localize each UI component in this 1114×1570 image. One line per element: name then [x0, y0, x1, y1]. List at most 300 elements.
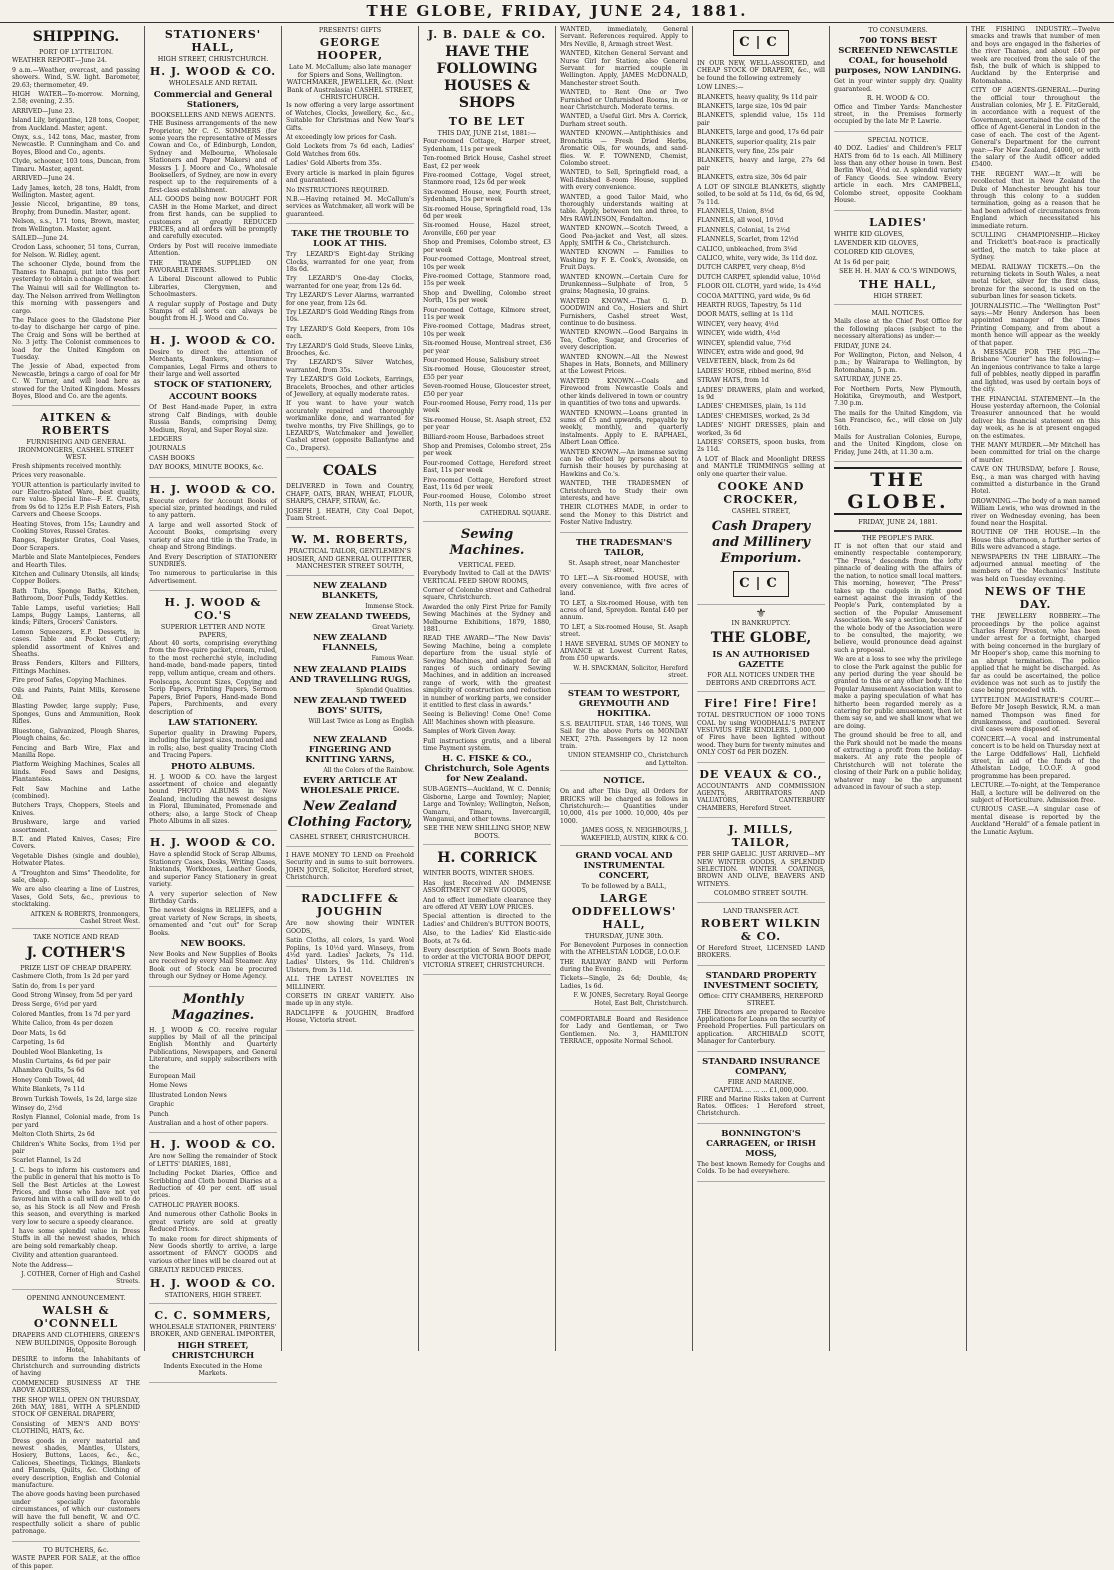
- railway: THE RAILWAY BAND will Perform during the Evening.: [560, 958, 688, 973]
- news-text: [971, 613, 1100, 836]
- stationers-block: [149, 28, 277, 329]
- photo-text: H. J. WOOD & CO. have the largest assortment of choice and elegantly bound PHOTO ALBUMS in New Zealand, including the newest designs in Floral, Illuminated, Promenade and others; also, a large Stock of Cheap Photo Albums in all sizes.: [149, 773, 277, 826]
- boots-text: SEE THE NEW SHILLING SHOP, NEW BOOTS.: [423, 824, 551, 840]
- list-item: Brass Fenders, Kilters and Fillters, Fittings Machines.: [12, 660, 140, 675]
- hjwood3-block: [149, 483, 277, 591]
- list-item: Lady James, ketch, 28 tons, Haldt, from Wellington. Master, agent.: [12, 184, 140, 199]
- list-item: CITY OF AGENTS-GENERAL.—During the official tour throughout the Australian colonies, Mr J. E. FitzGerald, in accordance with a request of the Government, ascertained the cost of the office of Agent-General in London in the case of each. The cost of the Agent-General's Department for the current year:—For New Zealand, £4000, or with the salary of the Audit officer added £5400.: [971, 87, 1100, 169]
- list-item: Civility and attention guaranteed.: [12, 1252, 119, 1260]
- list-item: CATHOLIC PRAYER BOOKS.: [149, 1201, 240, 1209]
- list-item: TO LET, a Six-roomed House, St. Asaph street.: [560, 623, 688, 639]
- list-item: COMMENCED BUSINESS AT THE ABOVE ADDRESS,: [12, 1379, 140, 1395]
- union: UNION STEAMSHIP CO., Christchurch and Lyttelton.: [567, 752, 688, 767]
- fiske-text: SUB-AGENTS—Auckland, W. C. Dennis; Gisborne, Large and Townley; Napier, Large and Townley; Wellington, Nelson, Oamaru, Timaru, Invercargill, Wanganui, and other towns.: [423, 786, 551, 824]
- list-item: HEARTH RUGS, Tapestry, 5s 11d: [697, 301, 802, 309]
- hjwood-title: H. J. WOOD & CO.: [149, 65, 277, 79]
- radcliffe-ad: [286, 892, 414, 1030]
- list-item: LECTURE.—To-night, at the Temperance Hall, a lecture will be delivered on the subject of Horticulture. Admission free.: [971, 782, 1100, 804]
- sommers-addr: HIGH STREET, CHRISTCHURCH: [171, 1340, 255, 1361]
- list-item: And numerous other Catholic Books in great variety are sold at greatly Reduced Prices.: [149, 1211, 277, 1234]
- globe-gazette: [697, 605, 825, 693]
- list-item: Crodon Lass, schooner, 51 tons, Curran, for Nelson. W. Ridley, agent.: [12, 244, 140, 259]
- list-item: Onyx, s.s., 142 tons, Mac, master, from Newcastle. P. Cunningham and Co. and Boyes, Blood and Co., agents.: [12, 134, 140, 156]
- price-row: Cashmere Cloth, from 1s 2d per yard: [12, 973, 129, 981]
- list-item: LADIES' CHEMISES, plain, 1s 11d: [697, 403, 806, 411]
- list-item: The Jessie of Abad, expected from Newcastle, brings a cargo of coal for Mr C. W. Turner, and will lead here as stowed for the United Kingdom. Messrs Boyes, Blood and Co. are the agents.: [12, 363, 140, 401]
- wanted-block: [560, 26, 688, 533]
- column-4: [419, 26, 556, 1351]
- bonnington-title: BONNINGTON'S CARRAGEEN, or IRISH MOSS,: [706, 1128, 816, 1159]
- cother-notice: TAKE NOTICE AND READ: [33, 933, 119, 942]
- money-text: I HAVE MONEY TO LEND on Freehold Security and in sums to suit borrowers. JOHN JOYCE, Solicitor, Hereford street, Christchurch.: [286, 851, 414, 881]
- list-item: THE FINANCIAL STATEMENT.—In the House yesterday afternoon, the Colonial Treasurer announced that he would deliver his financial statement on this day week, as he is at present engaged on the estimates.: [971, 395, 1100, 440]
- coal-text2: Get in your winter supply dry. Quality guaranteed.: [834, 78, 962, 93]
- product-note: Will Last Twice as Long as English Goods.: [308, 718, 414, 733]
- list-item: N.B.—Having retained M. McCallum's services as Watchmaker, all work will be guaranteed.: [286, 195, 414, 218]
- felt-ad: [834, 137, 962, 211]
- list-item: Prices very reasonable.: [12, 472, 86, 480]
- list-item: We are at a loss to see why the privilege to close the Park against the public for any period during the year should be granted to this or any other body. If the Popular Amusement Association want to make a paying speculation of what has hitherto been regarded merely as a catering for public amusement, then let them say so, and we shall know what we are doing.: [834, 656, 962, 730]
- list-item: WANTED KNOWN.—Antiphthisics and Bronchitis — Fresh Dried Herbs, Aromatic Oils, for wounds, and sand-flies. W. F. TOWNEND, Chemist, Colombo street.: [560, 130, 688, 167]
- list-item: Try LEZARD'S Silver Watches, warranted, from 35s.: [286, 359, 414, 374]
- woodcock-text: Office and Timber Yards: Manchester street, in the Premises formerly occupied by the late Mr P. Lawrie.: [834, 103, 962, 126]
- port-title: PORT OF LYTTELTON.: [38, 48, 114, 56]
- every-article: EVERY ARTICLE AT WHOLESALE PRICE.: [300, 776, 400, 797]
- list-item: Note the Address—: [12, 1261, 73, 1269]
- aitken-text: [12, 463, 140, 909]
- list-item: READ THE AWARD—"The New Davis' Sewing Machine, being a complete departure from the usual style of Sewing Machines, and adapted for all ranges of such ordinary Sewing Machines, and in addition an increased range of work, with the greatest simplicity of construction and reduction in number of working parts, we consider it entitled to first class in awards.": [423, 635, 551, 709]
- list-item: For Wellington, Picton, and Nelson, 4 p.m.; by Wairarapa to Wellington, by Rotomahana, 5 p.m.: [834, 351, 962, 374]
- list-item: WANTED KNOWN.—Certain Cure for Drunkenness—Sulphate of Iron, 5 grains; Magnesia, 10 grains.: [560, 273, 688, 296]
- notice-block: [560, 776, 688, 846]
- list-item: Ranges, Register Grates, Coal Vases, Door Scrapers.: [12, 537, 140, 552]
- coal-text: 700 TONS BEST SCREENED NEWCASTLE COAL, for household purposes, NOW LANDING.: [834, 36, 962, 77]
- hjwood4-sub: SUPERIOR LETTER AND NOTE PAPERS,: [160, 623, 266, 639]
- hjwood4-block: [149, 596, 277, 831]
- list-item: Try LEZARD'S Gold Studs, Sleeve Links, Brooches, &c.: [286, 342, 414, 357]
- hooper-sub: Late M. McCallum; also late manager for Spiers and Sons, Wellington. WATCHMAKER, JEWELLER, &c. (Next Bank of Australasia) CASHEL STREET, CHRISTCHURCH.: [286, 63, 414, 102]
- list-item: Table Lamps, useful varieties; Hall Lamps, Buggy Lamps, Lanterns, all kinds; Filters, Grocers' Canisters.: [12, 604, 140, 627]
- mills-block: [697, 823, 825, 902]
- hjwood3-text: [149, 498, 277, 585]
- list-item: Four-roomed Cottage, Montreal street, 10s per week: [423, 256, 551, 271]
- notice-sign: JAMES GOSS, N. NEIGHBOURS, J. WAKEFIELD, AUSTIN, KIRK & CO.: [581, 827, 688, 842]
- sewing-sub: VERTICAL FEED.: [458, 560, 516, 569]
- price-row: Colored Mantles, from 1s 7d per yard: [12, 1010, 131, 1018]
- list-item: Has just Received AN IMMENSE ASSORTMENT OF NEW GOODS,: [423, 879, 551, 895]
- comfortable: COMFORTABLE Board and Residence for Lady and Gentleman, or Two Gentlemen. No. 3, HAMILTON TERRACE, opposite Normal School.: [560, 1016, 688, 1046]
- list-item: LADIES' CORSETS, spoon busks, from 2s 11d.: [697, 439, 825, 454]
- list-item: WANTED KNOWN.—Good Bargains in Tea, Coffee, Sugar, and Groceries of every description.: [560, 329, 688, 352]
- list-item: COLORED KID GLOVES,: [834, 248, 915, 257]
- monthly-block: [149, 992, 277, 1134]
- fire-text: TOTAL DESTRUCTION OF 1000 TONS COAL by using WOODHALL'S PATENT VESUVIUS FIRE KINDLERS. 1,000,000 of Fires have been lighted without wood. They burn for twenty minutes and ONLY COST 6d PER DOZEN.: [697, 712, 825, 757]
- aitken-sub: FURNISHING AND GENERAL IRONMONGERS, CASHEL STREET WEST.: [18, 438, 134, 462]
- dale-big: HAVE THE FOLLOWING HOUSES & SHOPS: [436, 44, 538, 111]
- list-item: Marble and Slate Mantelpieces, Fenders and Hearth Tiles.: [12, 554, 140, 569]
- product-line: NEW ZEALAND TWEEDS,: [289, 611, 411, 622]
- list-item: Oils and Paints, Paint Mills, Kerosene Oil.: [12, 686, 140, 702]
- special-lot: A LOT OF SINGLE BLANKETS, slightly soiled, to be sold at 5s 11d, 6s 6d, 6s 9d, 7s 11d.: [697, 183, 825, 206]
- list-item: LYTTELTON MAGISTRATE'S COURT.—Before Mr Joseph Beswick, R.M. a man named Thompson was fined for drunkenness, and cautioned. Several civil cases were disposed of.: [971, 696, 1100, 734]
- list-item: Island Lily, brigantine, 128 tons, Cooper, from Auckland. Master, agent.: [12, 117, 140, 132]
- list-item: STRAW HATS, from 1d: [697, 377, 769, 385]
- cother-items: [12, 973, 140, 1165]
- list-item: WINCEY, extra wide and good, 9d: [697, 349, 804, 356]
- list-item: WANTED KNOWN.—Coals and Firewood from Newcastle Coals and other kinds delivered in town or country in quantities of two tons and upwards.: [560, 377, 688, 408]
- list-item: WANTED KNOWN.—Loans granted in sums of £5 and upwards, repayable by weekly, monthly, and quarterly instalments. Apply to E. RAPHAEL, Albert Loan Office.: [560, 409, 688, 447]
- list-item: Clyde, schooner, 103 tons, Duncan, from Timaru. Master, agent.: [12, 158, 140, 173]
- hjwood5-text: [149, 851, 277, 936]
- sommers-block: [149, 1309, 277, 1383]
- list-item: WANTED KNOWN.—All the Newest Shapes in Hats, Bonnets, and Millinery at the Lowest Prices.: [560, 353, 688, 376]
- tailor-cap: THE TRADESMAN'S TAILOR,: [575, 537, 673, 558]
- sommers-text: Indents Executed in the Home Markets.: [163, 1361, 263, 1378]
- list-item: Four-roomed Cottage, Hereford street East, 11s per week: [423, 459, 551, 475]
- list-item: WANTED KNOWN.—Scotch Tweed, a Good Pea-jacket and Vest, all sizes. Apply, SMITH & Co., Christchurch.: [560, 225, 688, 247]
- hjwood4-title: H. J. WOOD & CO.'S: [164, 596, 262, 623]
- high-street: HIGH STREET.: [873, 291, 923, 300]
- list-item: MEDAL RAILWAY TICKETS.—On the returning tickets in South Wales, a neat metal ticket, silver for the first class, bronze for the second, is used on the suburban lines for season tickets.: [971, 263, 1100, 301]
- gloves-ad: [834, 216, 962, 305]
- list-item: A MESSAGE FOR THE PIG.—The Brisbane "Courier" has the following:—An ingenious contrivance to take a large full of pebbles, neatly dipped in paraffin and lighted, was used by certain boys of the city.: [971, 349, 1100, 394]
- product-note: Immense Stock.: [365, 602, 414, 610]
- list-item: Try LEZARD'S Gold Keepers, from 10s each.: [286, 325, 414, 341]
- column-2: [145, 26, 282, 1378]
- price-row: White Calico, from 4s per dozen: [12, 1020, 113, 1028]
- fire-block: [697, 697, 825, 762]
- waste-paper: WASTE PAPER FOR SALE, at the office of this paper.: [12, 1555, 140, 1570]
- list-item: To make room for direct shipments of New Goods shortly to arrive, a large assortment of FANCY GOODS and various other lines will be cleared out at: [149, 1235, 277, 1265]
- list-item: Mails close at the Chief Post Office for the following places (subject to the necessary alterations) as under:—: [834, 318, 962, 341]
- nzcf-title: New Zealand Clothing Factory,: [287, 799, 413, 831]
- cooke-title: COOKE AND CROCKER,: [717, 480, 805, 507]
- list-item: Nelson, s.s., 171 tons, Brown, master, from Wellington. Master, agent.: [12, 218, 140, 233]
- list-item: The mails for the United Kingdom, via San Francisco, &c., will close on July 16th.: [834, 409, 962, 432]
- opening-title: OPENING ANNOUNCEMENT.: [26, 1293, 126, 1302]
- column-7: [830, 26, 967, 1351]
- drapery-block: [697, 60, 825, 605]
- radcliffe-title: RADCLIFFE & JOUGHIN: [301, 892, 399, 919]
- list-item: DESIRE to inform the Inhabitants of Christchurch and surrounding districts of having: [12, 1355, 140, 1378]
- list-item: Too numerous to particularise in this Advertisement.: [149, 570, 277, 585]
- hjwood5-title: H. J. WOOD & CO.: [149, 836, 277, 850]
- newbooks-text: New Books and New Supplies of Books are received by every Mail Steamer. Any Book out of Stock can be procured through our Sydney or Home Agency.: [149, 950, 277, 981]
- price-row: Carpeting, 1s 6d: [12, 1039, 65, 1047]
- coal-ad: [834, 27, 962, 132]
- list-item: CURIOUS CASE.—A singular case of mental disease is reported by the Auckland "Herald" of a female patient in the Lunatic Asylum.: [971, 806, 1100, 836]
- list-item: THE REGENT WAY.—It will be recollected that in New Zealand the Duke of Manchester brought his tour through this colony to a sudden termination, going as a reason that he had been advised of circumstances from England which necessitated his immediate return.: [971, 170, 1100, 230]
- list-item: THEIR CLOTHES MADE, in order to send the Money to this District and Foster Native Industry.: [560, 504, 688, 527]
- list-item: CAVE ON THURSDAY, before J. Rouse, Esq., a man was charged with having committed a disturbance in the Grand Hotel.: [971, 466, 1100, 496]
- product-note: Famous Wear.: [371, 655, 414, 663]
- product-note: All the Colors of the Rainbow.: [323, 766, 414, 774]
- stationers-title: STATIONERS' HALL,: [164, 28, 262, 54]
- list-item: FLANNELS, all wool, 10½d: [697, 217, 784, 225]
- list-item: BLANKETS, heavy quality, 9s 11d pair: [697, 93, 818, 101]
- list-item: THE Business arrangements of the new Proprietor, Mr C. C. SOMMERS (for some years the representative of Messrs Cowan and Co., of Edinburgh, London, Sydney and Melbourne, Wholesale Stationers and Paper Makers) and of Messrs J. J. Moore and Co., Wholesale Booksellers, of Sydney, are now in every respect up to the requirements of a first-class establishment.: [149, 120, 277, 194]
- list-item: Punch: [149, 1110, 169, 1118]
- list-item: SATURDAY, JUNE 25.: [834, 376, 903, 384]
- list-item: Gold Lockets from 7s 6d each, Ladies' Gold Watches from 60s.: [286, 143, 414, 158]
- column-8: [967, 26, 1104, 1351]
- list-item: The schooner Clyde, bound from the Thames to Ranapui, put into this port yesterday to obtain a change of weather.: [12, 261, 140, 283]
- list-item: Corner of Colombo street and Cathedral square, Christchurch.: [423, 586, 551, 602]
- standard-block: [697, 971, 825, 1052]
- davis-text: [423, 570, 551, 752]
- corrick-title: H. CORRICK: [437, 850, 537, 867]
- standard-text: Office: CITY CHAMBERS, HEREFORD STREET.: [698, 991, 824, 1008]
- list-item: CALICO, white, very wide, 3s 11d doz.: [697, 254, 818, 262]
- tickets: Tickets—Single, 2s 6d; Double, 4s; Ladies, 1s 6d.: [560, 975, 688, 990]
- aitken-sign: AITKEN & ROBERTS, Ironmongers, Cashel Street West.: [30, 910, 140, 926]
- column-1: [8, 26, 145, 1570]
- list-item: LOW LINES:—: [697, 84, 744, 92]
- list-item: RADCLIFFE & JOUGHIN, Bradford House, Victoria street.: [286, 1009, 414, 1025]
- dale-date: THIS DAY, JUNE 21st, 1881:—: [437, 129, 537, 137]
- ledgers: [149, 436, 277, 472]
- roberts-ad: [286, 533, 414, 575]
- list-item: Every description of Sewn Boots made to order at the VICTORIA BOOT DEPOT, VICTORIA STREET, CHRISTCHURCH.: [423, 946, 551, 969]
- stock-cap: STOCK OF STATIONERY,: [153, 380, 273, 391]
- mills-title: J. MILLS, TAILOR,: [728, 823, 794, 850]
- list-item: SCULLING CHAMPIONSHIP.—Hickey and Trickett's boat-race is practically settled, the match to take place at Sydney.: [971, 231, 1100, 262]
- list-item: DELIVERED in Town and Country, CHAFF, OATS, BRAN, WHEAT, FLOUR, SHARPS, CHAFF, STRAW, &c.: [286, 483, 414, 506]
- list-item: 9 a.m.—Weather, overcast, and passing showers. Wind, S.W. light. Barometer, 29.63; thermometer, 49.: [12, 66, 140, 89]
- list-item: WINTER BOOTS, WINTER SHOES.: [423, 870, 535, 878]
- list-item: Full instructions gratis, and a liberal time Payment system.: [423, 737, 551, 753]
- price-row: Dress Serge, 6½d per yard: [12, 1001, 97, 1009]
- sewing-ad: [423, 527, 551, 846]
- hjwood-sub1: WHOLESALE AND RETAIL: [168, 79, 258, 88]
- list-item: TO LET.—A Six-roomed HOUSE, with every convenience, with five acres of land.: [560, 575, 688, 598]
- list-item: Felt Saw Machine and Lathe (combined).: [12, 785, 140, 800]
- gloves-list: [834, 231, 962, 267]
- list-item: A "Troughton and Sims" Theodolite, for sale, cheap.: [12, 869, 140, 884]
- grand-text: To be followed by a BALL,: [581, 881, 667, 890]
- butchers: TO BUTCHERS, &c.: [43, 1545, 109, 1554]
- tailor-block: [560, 538, 688, 684]
- list-item: THE JEWELLERY ROBBERY.—The proceedings by the police against Charles Henry Preston, who has been under arrest for a fortnight, charged with being concerned in the burglary of Mr Hooper's shop, came this morning to an abrupt termination. The police applied that he might be discharged. As far as could be ascertained, the police evidence was not such as to justify the case being proceeded with.: [971, 613, 1100, 695]
- list-item: At exceedingly low prices for Cash.: [286, 134, 397, 142]
- wanted-list: [560, 26, 688, 527]
- bonnington-text: The best known Remedy for Coughs and Colds. To be had everywhere.: [697, 1160, 825, 1176]
- list-item: THE MANY MURDER.—Mr Mitchell has been committed for trial on the charge of murder.: [971, 441, 1100, 464]
- oddfellows-date: THURSDAY, JUNE 30th.: [584, 932, 664, 941]
- list-item: DROWNING.—The body of a man named William Lewis, who was drowned in the river on Wednesday evening, has been found near the Hospital.: [971, 497, 1100, 527]
- hooper-ad: [286, 27, 414, 224]
- cother-text: [12, 1167, 140, 1269]
- price-row: Brown Turkish Towels, 1s 2d, large size: [12, 1095, 138, 1103]
- list-item: Also, to the Ladies' Kid Elastic-side Boots, at 7s 6d.: [423, 930, 551, 945]
- list-item: WANTED KNOWN.—An immense saving can be effected by persons about to furnish their houses by purchasing at Hawkins and Co.'s.: [560, 448, 688, 478]
- list-item: CALICO, unbleached, from 3¼d: [697, 245, 798, 253]
- list-item: SAILED—June 24.: [12, 234, 69, 242]
- mail-title: MAIL NOTICES.: [871, 308, 925, 317]
- list-item: FLOOR OIL CLOTH, yard wide, 1s 4½d: [697, 283, 822, 291]
- list-item: LADIES' HOSE, ribbed merino, 8½d: [697, 367, 812, 375]
- hooper-head: PRESENTS! GIFTS: [318, 26, 382, 34]
- list-item: TO LET, a Six-roomed House, with ten acres of land, Spreydon. Rental £40 per annum.: [560, 599, 688, 622]
- list-item: A very superior selection of New Birthday Cards.: [149, 890, 277, 905]
- grand-cap: GRAND VOCAL AND INSTRUMENTAL CONCERT,: [575, 850, 673, 881]
- notes-list: [971, 26, 1100, 583]
- list-item: Dress goods in every material and newest shades, Mantles, Ulsters, Hosiery, Buttons, Laces, &c., &c., Calicoes, Sheetings, Tickings, Blankets and Flannels, Quilts, &c. Clothing of every description, English and Colonial manufacture.: [12, 1437, 140, 1489]
- see-windows: SEE H. H. MAY & CO.'S WINDOWS,: [839, 267, 957, 276]
- list-item: DUTCH CARPET, splendid value, 10½d: [697, 273, 821, 281]
- newbooks-cap: NEW BOOKS.: [180, 938, 246, 949]
- list-item: WINCEY, very heavy, 4½d: [697, 320, 779, 328]
- list-item: Six-roomed House, new, Fourth street, Sydenham, 15s per week: [423, 188, 551, 204]
- insurance-block: [697, 1057, 825, 1124]
- shipping-text: [12, 57, 140, 400]
- list-item: Samples of Work Given Away.: [423, 728, 516, 736]
- corrick-ad: [423, 850, 551, 975]
- list-item: Four-roomed House, Salisbury street: [423, 356, 540, 364]
- mills-text: PER SHIP GAELIC. JUST ARRIVED—MY NEW WINTER GOODS, A SPLENDID SELECTION. WINTER COATINGS, BROWN AND OLIVE, BEAVERS AND WITNEYS.: [697, 851, 825, 888]
- wilkin-title: ROBERT WILKIN & CO.: [700, 917, 822, 944]
- steam-cap: STEAM TO WESTPORT, GREYMOUTH AND HOKITIKA.: [567, 688, 681, 719]
- list-item: Shop and Premises, Colombo street, £3 per week: [423, 239, 551, 254]
- list-item: WANTED KNOWN — Families to Washing by F. E. Cook's, Avonside, on Fruit Days.: [560, 249, 688, 272]
- hjwood4-text: [149, 640, 277, 716]
- list-item: Australian and a host of other papers.: [149, 1120, 269, 1128]
- mills-addr: COLOMBO STREET SOUTH.: [713, 889, 809, 898]
- product-line: NEW ZEALAND FLANNELS,: [313, 633, 387, 654]
- coals-ad: [286, 463, 414, 528]
- hjwood6-title: H. J. WOOD & CO.: [149, 1138, 277, 1152]
- shipping-block: [12, 29, 140, 406]
- devaux-title: DE VEAUX & CO.,: [699, 767, 823, 781]
- list-item: WANTED, immediately, General Servant. References required. Apply to Mrs Neville, 8, Armagh street West.: [560, 26, 688, 48]
- list-item: THE SHOP WILL OPEN ON THURSDAY, 26th MAY, 1881, WITH A SPLENDID STOCK OF GENERAL DRAPERY,: [12, 1396, 140, 1419]
- list-item: Satin Cloths, all colors, 1s yard. Wool Poplins, 1s 10½d yard. Winseys, from 4½d yard. Ladies' Jackets, 7s 11d. Ladies' Ulsters, 9s 11d. Children's Ulsters, from 3s 11d.: [286, 937, 414, 974]
- list-item: Seven-roomed House, Gloucester street, £50 per year: [423, 383, 551, 398]
- list-item: HIGH WATER—To-morrow. Morning, 2.58; evening, 2.35.: [12, 91, 140, 106]
- list-item: Fencing and Barb Wire, Flax and Manilla Rope.: [12, 744, 140, 759]
- list-item: FLANNELS, Scarlet, from 12½d: [697, 236, 799, 244]
- price-row: Winsey do, 2½d: [12, 1104, 63, 1112]
- mail-block: [834, 310, 962, 462]
- hjwood-big: Commercial and General Stationers,: [153, 89, 273, 110]
- list-item: European Mail: [149, 1073, 196, 1080]
- bankruptcy: IN BANKRUPTCY.: [731, 618, 791, 627]
- list-item: A large and well assorted Stock of Account Books, comprising every variety of size and title in the Trade, in cheap and Strong Bindings.: [149, 521, 277, 552]
- hjwood-sub2: BOOKSELLERS AND NEWS AGENTS.: [150, 110, 276, 119]
- list-item: DUTCH CARPET, very cheap, 8½d: [697, 264, 806, 272]
- list-item: ARRIVED—June 24.: [12, 175, 75, 183]
- monthly-text: H. J. WOOD & CO. receive regular supplies by Mail of all the principal English Monthly and Quarterly Publications, Newspapers, and General Literature, and supply subscribers with the: [149, 1026, 277, 1071]
- list-item: Six-roomed House, St. Asaph street, £52 per year: [423, 416, 551, 432]
- list-item: Graphic: [149, 1101, 174, 1109]
- money-ad: [286, 852, 414, 888]
- list-item: Four-roomed Cottage, Harper street, Sydenham, 11s per week: [423, 138, 551, 153]
- list-item: Awarded the only First Prize for Family Sewing Machines at the Sydney and Melbourne Exhibitions, 1879, 1880, 1881.: [423, 603, 551, 633]
- list-item: Five-roomed Cottage, Stanmore road, 15s per week: [423, 272, 551, 288]
- cc-logo: C|C: [733, 30, 789, 56]
- lazard-title: TAKE THE TROUBLE TO LOOK AT THIS.: [291, 229, 409, 250]
- cother-sub: PRIZE LIST OF CHEAP DRAPERY.: [20, 963, 132, 972]
- list-item: At 1s 6d per pair,: [834, 257, 890, 266]
- price-row: White Blankets, 7s 11d: [12, 1086, 85, 1094]
- list-item: About 40 sorts, comprising everything from the five-quire packet, cream, ruled, to the most recherché style, including hand-made, band-made papers, tinted repp, vellum antique, cream and others.: [149, 639, 277, 677]
- list-item: Shop and Premises, Colombo street, 25s per week: [423, 443, 551, 458]
- price-row: Satin do, from 1s per yard: [12, 982, 95, 990]
- editorial: [834, 543, 962, 791]
- list-item: Try LEZARD'S Gold Lockets, Earrings, Bracelets, Brooches, and other articles of Jewellery, at equally moderate rates.: [286, 376, 414, 399]
- list-item: Seeing is Believing! Come One! Come All! Machines shown with pleasure.: [423, 711, 551, 726]
- list-item: Have a splendid Stock of Scrap Albums, Stationery Cases, Desks, Writing Cases, Inkstands, Workboxes, Leather Goods, and superior Fancy Stationery in great variety.: [149, 851, 277, 889]
- acct-text: Of Best Hand-made Paper, in extra strong Calf Bindings, with double Russia Bands, comprising Demy, Medium, Royal, and Super Royal size.: [149, 404, 277, 434]
- hjwood7-title: H. J. WOOD & CO.: [149, 1276, 277, 1290]
- masthead: THE GLOBE, FRIDAY, JUNE 24, 1881.: [0, 0, 1114, 23]
- list-item: Are now Selling the remainder of Stock of LETTS' DIARIES, 1881,: [149, 1153, 277, 1168]
- list-item: NEWSPAPERS IN THE LIBRARY.—The adjourned annual meeting of the members of the Mechanics' Institute was held on Tuesday evening.: [971, 553, 1100, 583]
- list-item: Try LEZARD'S Lever Alarms, warranted for one year, from 12s 6d.: [286, 292, 414, 307]
- list-item: No INSTRUCTIONS REQUIRED.: [286, 186, 389, 194]
- insurance-text: FIRE and Marine Risks taken at Current Rates. Offices: 1 Hereford street, Christchurch.: [697, 1095, 825, 1118]
- list-item: COCOA MATTING, yard wide, 9s 6d: [697, 292, 811, 300]
- notice-text: On and after This Day, all Orders for BRICKS will be charged as follows in Christchurch:— Quantities under 10,000, 41s per 1000. 10,000, 40s per 1000.: [560, 788, 688, 825]
- list-item: WANTED, to Rent One or Two Furnished or Unfurnished Rooms, in or near Christchurch. Moderate terms.: [560, 89, 688, 112]
- list-item: WEATHER REPORT—June 24.: [12, 57, 107, 65]
- cooke-big: Cash Drapery and Millinery Emporium.: [711, 518, 811, 566]
- list-item: The above goods having been purchased under specially favorable circumstances, of which our customers will have the full benefit, W. and O'C. respectfully solicit a share of public patronage.: [12, 1491, 140, 1536]
- list-item: ALL GOODS being now BOUGHT FOR CASH in the Home Market, and direct from first hands, can be supplied to customers at greatly REDUCED PRICES, and all orders will be promptly and carefully executed.: [149, 196, 277, 241]
- list-item: Four-roomed House, Ferry road, 11s per week: [423, 400, 551, 415]
- list-item: ROUTINE OF THE HOUSE.—In the House this afternoon, a further series of Bills were advanced a stage.: [971, 529, 1100, 552]
- list-item: WANTED KNOWN.—That G. D. GOODWIN and Co., Hosiers and Shirt Furnishers, Cashel street West, continue to do business.: [560, 297, 688, 328]
- list-item: WANTED, to Sell, Springfield road, a Well-finished 8-room House, supplied with every convenience.: [560, 169, 688, 192]
- list-item: I HAVE SEVERAL SUMS OF MONEY to ADVANCE at Lowest Current Rates, from £50 upwards.: [560, 640, 688, 663]
- price-row: Good Strong Winsey, from 5d per yard: [12, 992, 133, 1000]
- corrick-text: [423, 870, 551, 969]
- list-item: ALL THE LATEST NOVELTIES IN MILLINERY.: [286, 976, 414, 991]
- cc-logo-2: C|C: [733, 571, 789, 597]
- list-item: THE FISHING INDUSTRY.—Twelve smacks and trawls that number of men and boys are engaged in the fisheries of the river Thames, and about £40 per week are received from the sale of the fish, the bulk of which is shipped to Auckland by the Enterprise and Rotomahana.: [971, 26, 1100, 85]
- cother-sign: J. COTHER, Corner of High and Cashel Streets.: [21, 1271, 140, 1286]
- list-item: CORSETS IN GREAT VARIETY. Also made up in any style.: [286, 993, 414, 1008]
- list-item: IT is not often that our staid and eminently respectable contemporary, "The Press," descends from the lofty pinnacle of dealing with the affairs of the nation, to notice small local matters. This morning, however, "The Press" takes up the cudgels in right good earnest against the invasion of the People's Park, contemplated by a section of the Popular Amusement Association. We say a section, because if the whole body of the Association were to be consulted, the majority, we believe, would pronounce dead against such a proposal.: [834, 543, 962, 654]
- list-item: GREATLY REDUCED PRICES.: [149, 1267, 244, 1275]
- standard-body: THE Directors are prepared to Receive Applications for Loans on the security of Freehold Properties. Full particulars on application. ARCHIBALD SCOTT, Manager for Canterbury.: [697, 1008, 825, 1046]
- list-item: I have some splendid value in Dress Stuffs in all the newest shades, which are being sold remarkably cheap.: [12, 1228, 140, 1250]
- law-text: Superior quality in Drawing Papers, including the largest sizes, mounted and in rolls; also, best quality Tracing Cloth and Tracing Papers.: [149, 730, 277, 760]
- walsh-ad: [12, 1295, 140, 1542]
- list-item: Everybody Invited to Call at the DAVIS' VERTICAL FEED SHOW ROOMS,: [423, 570, 551, 585]
- devaux-text: ACCOUNTANTS AND COMMISSION AGENTS, ARBITRATORS AND VALUATORS, CANTERBURY CHAMBERS, Hereford Street.: [697, 782, 825, 812]
- price-row: Honey Comb Towel, 4d: [12, 1076, 85, 1084]
- price-row: Doubled Wool Blanketing, 1s: [12, 1048, 103, 1056]
- list-item: BLANKETS, extra size, 30s 6d pair: [697, 174, 807, 182]
- list-item: VELVETEEN, black, from 2s 6d: [697, 358, 796, 366]
- coals-title: COALS: [322, 463, 378, 480]
- hjwood3-title: H. J. WOOD & CO.: [149, 482, 277, 496]
- list-item: CONCERT.—A vocal and instrumental concert is to be held on Thursday next at the Large Oddfellows' Hall, Lichfield street, in aid of the funds of the Athelstan Lodge, I.O.O.F. A good programme has been prepared.: [971, 735, 1100, 780]
- list-item: JOURNALISTIC.—The "Wellington Post" says:—Mr Henry Anderson has been appointed manager of the Times Printing Company, and from about a month hence will appear as the weekly of that paper.: [971, 302, 1100, 347]
- special: SPECIAL NOTICE.: [867, 135, 929, 144]
- roberts-title: W. M. ROBERTS,: [291, 533, 409, 547]
- divider: [834, 530, 962, 532]
- hjwood6-block: [149, 1138, 277, 1304]
- list-item: LAVENDER KID GLOVES,: [834, 238, 919, 247]
- globe-gazette-sub: IS AN AUTHORISED GAZETTE: [712, 650, 810, 671]
- product-line: NEW ZEALAND FINGERING AND KNITTING YARNS,: [305, 734, 395, 765]
- list-item: The Wainui will sail for Wellington to-day. The Nelson arrived from Wellington this morning with passengers and cargo.: [12, 285, 140, 315]
- list-item: Bluestone, Galvanized, Plough Shares, Plough chains, &c.: [12, 727, 140, 743]
- consumers: TO CONSUMERS.: [868, 26, 928, 34]
- sommers-sub: WHOLESALE STATIONER, PRINTERS' BROKER, AND GENERAL IMPORTER,: [149, 1322, 277, 1339]
